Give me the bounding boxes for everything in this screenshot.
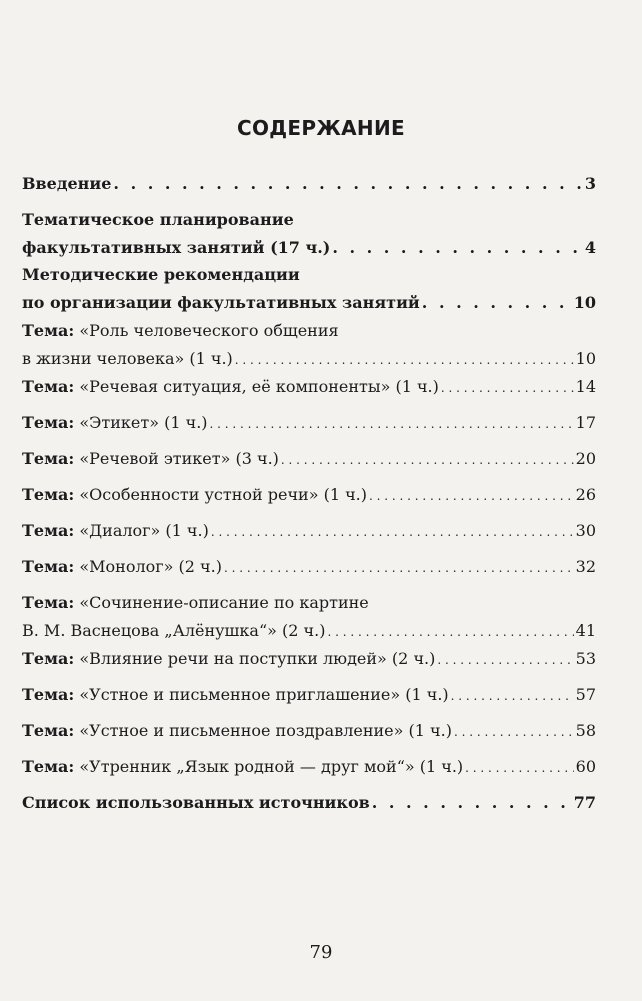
- toc-entry-title: «Устное и письменное приглашение» (1 ч.): [79, 685, 449, 704]
- toc-entry-last-line: [22, 645, 596, 674]
- toc-entry-label: Тема:: [22, 485, 75, 504]
- toc-page-number: 58: [575, 721, 596, 740]
- dot-leader: [465, 754, 573, 782]
- dot-leader: [327, 618, 573, 646]
- toc-entry-title: «Утренник „Язык родной — друг мой“» (1 ч.): [79, 757, 464, 776]
- dot-leader: [372, 789, 572, 817]
- dot-leader: [235, 346, 574, 374]
- toc-entry: [22, 753, 596, 782]
- toc-entry: [22, 170, 596, 198]
- toc-entry-title: факультативных занятий (17 ч.): [22, 238, 331, 257]
- toc-entry-label: Тема:: [22, 557, 75, 576]
- toc-entry-title: «Особенности устной речи» (1 ч.): [79, 485, 367, 504]
- toc-entry-label: Тема:: [22, 377, 75, 396]
- toc-page-number: 10: [573, 293, 596, 312]
- toc-entry-last-line: [22, 481, 596, 510]
- toc-page-number: 57: [575, 685, 596, 704]
- dot-leader: [332, 234, 583, 262]
- toc-entry-line: [22, 317, 596, 345]
- toc-entry-last-line: [22, 517, 596, 546]
- toc-entry: [22, 206, 596, 262]
- toc-entry: [22, 373, 596, 402]
- toc-entry-label: Тема:: [22, 449, 75, 468]
- toc-entry-title: Методические рекомендации: [22, 265, 300, 284]
- toc-entry-last-line: [22, 753, 596, 782]
- toc-entry-last-line: [22, 553, 596, 582]
- toc-page-number: 26: [575, 485, 596, 504]
- dot-leader: [369, 482, 574, 510]
- toc-entry-last-line: [22, 345, 596, 374]
- dot-leader: [210, 410, 574, 438]
- toc-entry-title: «Речевой этикет» (3 ч.): [79, 449, 279, 468]
- toc-page-number: 4: [584, 238, 596, 257]
- toc-entry-last-line: [22, 617, 596, 646]
- toc-entry: [22, 517, 596, 546]
- dot-leader: [211, 518, 574, 546]
- toc-entry-label: Тема:: [22, 649, 75, 668]
- toc-entry-title: Введение: [22, 174, 112, 193]
- toc-entry: [22, 789, 596, 817]
- toc-entry: [22, 261, 596, 317]
- dot-leader: [113, 170, 582, 198]
- toc-entry-title: В. М. Васнецова „Алёнушка“» (2 ч.): [22, 621, 326, 640]
- toc-entry-title: по организации факультативных занятий: [22, 293, 420, 312]
- toc-entry-label: Тема:: [22, 593, 75, 612]
- toc-entry-last-line: [22, 234, 596, 262]
- toc-entry-title: «Монолог» (2 ч.): [79, 557, 222, 576]
- toc-entry-label: Тема:: [22, 413, 75, 432]
- toc-entry-label: Тема:: [22, 521, 75, 540]
- dot-leader: [422, 289, 572, 317]
- toc-entry-label: Тема:: [22, 721, 75, 740]
- toc-entry-last-line: [22, 789, 596, 817]
- dot-leader: [281, 446, 574, 474]
- dot-leader: [454, 718, 574, 746]
- toc-entry-line: [22, 206, 596, 234]
- toc-entry-title: «Диалог» (1 ч.): [79, 521, 209, 540]
- toc-page-number: 53: [575, 649, 596, 668]
- toc-entry-last-line: [22, 445, 596, 474]
- toc-entry-title: «Влияние речи на поступки людей» (2 ч.): [79, 649, 436, 668]
- toc-entry: [22, 445, 596, 474]
- toc-page-number: 20: [575, 449, 596, 468]
- toc-entry-line: [22, 589, 596, 617]
- toc-page-number: 41: [575, 621, 596, 640]
- toc-page-number: 17: [575, 413, 596, 432]
- toc-entry-title: «Роль человеческого общения: [79, 321, 339, 340]
- toc-entry-last-line: [22, 289, 596, 317]
- toc-page-number: 14: [575, 377, 596, 396]
- toc-entry: [22, 317, 596, 374]
- toc-entry-label: Тема:: [22, 321, 75, 340]
- toc-entry-title: «Сочинение-описание по картине: [79, 593, 369, 612]
- toc-entry-line: [22, 261, 596, 289]
- toc-page-number: 60: [575, 757, 596, 776]
- toc-page-number: 10: [575, 349, 596, 368]
- dot-leader: [224, 554, 574, 582]
- toc-entry-label: Тема:: [22, 685, 75, 704]
- toc-entry-last-line: [22, 681, 596, 710]
- toc-page-number: 3: [584, 174, 596, 193]
- toc-entry: [22, 589, 596, 646]
- toc-entry-title: Тематическое планирование: [22, 210, 294, 229]
- toc-entry: [22, 645, 596, 674]
- toc-entry-title: «Устное и письменное поздравление» (1 ч.): [79, 721, 452, 740]
- toc-page-number: 77: [573, 793, 596, 812]
- dot-leader: [437, 646, 573, 674]
- toc-entry-title: «Речевая ситуация, её компоненты» (1 ч.): [79, 377, 439, 396]
- toc-entry: [22, 717, 596, 746]
- dot-leader: [441, 374, 574, 402]
- dot-leader: [451, 682, 574, 710]
- page-title: СОДЕРЖАНИЕ: [237, 116, 405, 140]
- toc-entry: [22, 553, 596, 582]
- toc-page-number: 30: [575, 521, 596, 540]
- toc-entry-title: Список использованных источников: [22, 793, 370, 812]
- toc-entry: [22, 409, 596, 438]
- toc-entry: [22, 681, 596, 710]
- toc-entry-last-line: [22, 373, 596, 402]
- toc-entry-last-line: [22, 170, 596, 198]
- toc-entry-title: «Этикет» (1 ч.): [79, 413, 208, 432]
- toc-entry-last-line: [22, 717, 596, 746]
- toc-entry: [22, 481, 596, 510]
- toc-entry-title: в жизни человека» (1 ч.): [22, 349, 233, 368]
- page-number: 79: [309, 942, 333, 963]
- toc-entry-label: Тема:: [22, 757, 75, 776]
- toc-entry-last-line: [22, 409, 596, 438]
- toc-page-number: 32: [575, 557, 596, 576]
